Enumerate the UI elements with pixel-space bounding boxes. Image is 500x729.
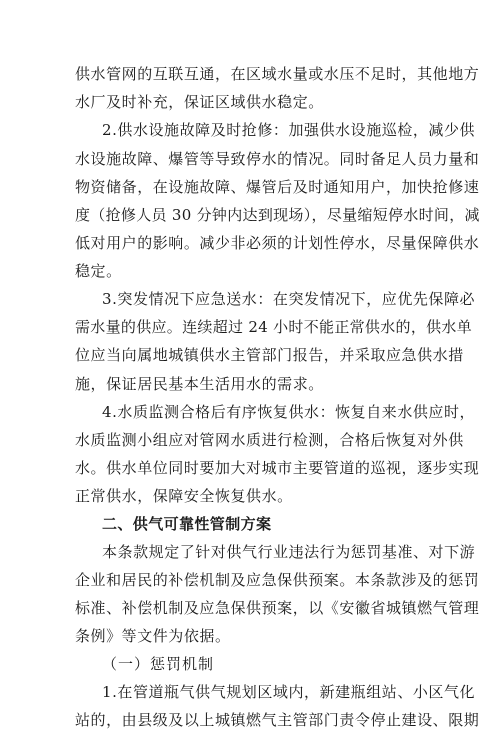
text-line: 本条款规定了针对供气行业违法行为惩罚基准、对下游 <box>102 543 476 561</box>
subsection-heading: （一）惩罚机制 <box>102 655 215 673</box>
text-line: 稳定。 <box>75 262 122 280</box>
text-line: 水质监测小组应对管网水质进行检测，合格后恢复对外供 <box>75 431 464 449</box>
text-line: 标准、补偿机制及应急保供预案，以《安徽省城镇燃气管理 <box>75 599 480 617</box>
text-line: 水。供水单位同时要加大对城市主要管道的巡视，逐步实现 <box>75 459 480 477</box>
text-line: 正常供水，保障安全恢复供水。 <box>75 487 293 505</box>
text-line: 度（抢修人员 30 分钟内达到现场），尽量缩短停水时间，减 <box>75 206 480 224</box>
text-line: 站的，由县级及以上城镇燃气主管部门责令停止建设、限期 <box>75 711 480 729</box>
text-line: 3.突发情况下应急送水：在突发情况下，应优先保障必 <box>102 290 476 308</box>
text-line: 施，保证居民基本生活用水的需求。 <box>75 375 324 393</box>
section-heading: 二、供气可靠性管制方案 <box>102 515 272 533</box>
text-line: 企业和居民的补偿机制及应急保供预案。本条款涉及的惩罚 <box>75 571 480 589</box>
text-line: 低对用户的影响。减少非必须的计划性停水，尽量保障供水 <box>75 234 480 252</box>
text-line: 需水量的供应。连续超过 24 小时不能正常供水的，供水单 <box>75 318 473 336</box>
text-line: 水设施故障、爆管等导致停水的情况。同时备足人员力量和 <box>75 150 480 168</box>
text-line: 物资储备，在设施故障、爆管后及时通知用户，加快抢修速 <box>75 178 480 196</box>
text-line: 4.水质监测合格后有序恢复供水：恢复自来水供应时， <box>102 403 476 421</box>
text-line: 水厂及时补充，保证区域供水稳定。 <box>75 93 324 111</box>
text-line: 1.在管道瓶气供气规划区域内，新建瓶组站、小区气化 <box>102 683 476 701</box>
text-line: 位应当向属地城镇供水主管部门报告，并采取应急供水措 <box>75 346 464 364</box>
text-line: 供水管网的互联互通，在区域水量或水压不足时，其他地方 <box>75 65 480 83</box>
text-line: 2.供水设施故障及时抢修：加强供水设施巡检，减少供 <box>102 121 476 139</box>
text-line: 条例》等文件为依据。 <box>75 627 231 645</box>
